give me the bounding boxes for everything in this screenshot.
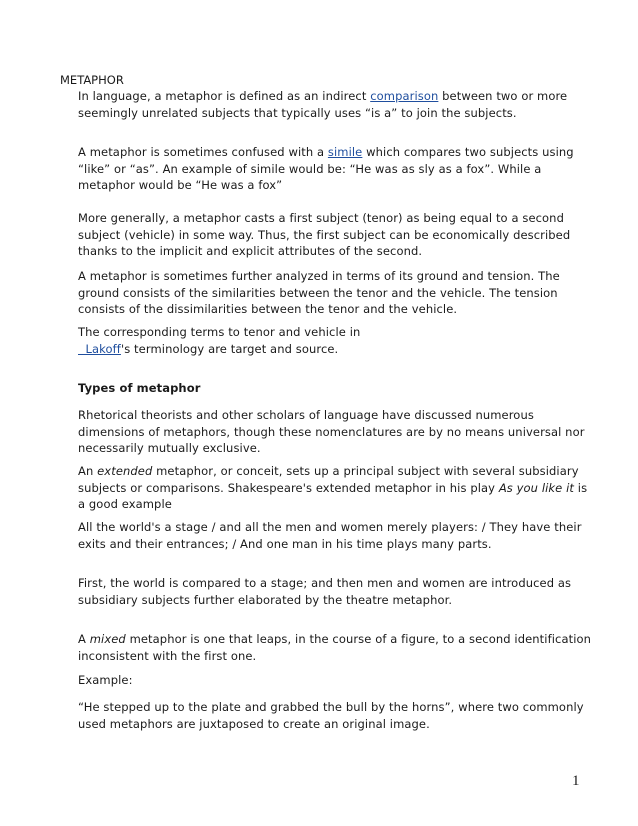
emphasis-extended: extended <box>97 464 153 478</box>
paragraph-text: which compares two subjects using “like” or “as”. An example of simile would be: “He was as sly as a fox”. While a metaphor would be “He was a fox” <box>78 145 574 192</box>
paragraph-text: A <box>78 632 90 646</box>
paragraph-rhetorical: Rhetorical theorists and other scholars of language have discussed numerous dimensions of metaphors, though these nomenclatures are by no means universal nor necessarily mutually exclusive. <box>78 408 585 455</box>
paragraph-text: An <box>78 464 98 478</box>
page-number: 1 <box>572 773 580 789</box>
paragraph-text: The corresponding terms to tenor and vehicle in <box>78 325 361 339</box>
emphasis-mixed: mixed <box>89 632 126 646</box>
section-heading-types: Types of metaphor <box>78 381 201 395</box>
paragraph-text: 's terminology are target and source. <box>120 341 339 356</box>
paragraph-example-quote: “He stepped up to the plate and grabbed the bull by the horns”, where two commonly used metaphors are juxtaposed to create an original image. <box>78 700 584 731</box>
simile-link[interactable]: simile <box>327 145 363 159</box>
paragraph-text: A metaphor is sometimes confused with a <box>78 145 328 159</box>
paragraph-simile <box>78 144 598 194</box>
comparison-link[interactable]: comparison <box>370 89 439 103</box>
paragraph-text: is a good example <box>78 480 588 511</box>
paragraph-text: between two or more seemingly unrelated subjects that typically uses “is a” to join the subjects. <box>78 89 568 120</box>
lakoff-link[interactable]: Lakoff <box>78 341 121 356</box>
paragraph-text: metaphor is one that leaps, in the course of a figure, to a second identification inconsistent with the first one. <box>78 632 592 663</box>
paragraph-world-stage: First, the world is compared to a stage; and then men and women are introduced as subsidiary subjects further elaborated by the theatre metaphor. <box>78 576 572 607</box>
paragraph-example-label: Example: <box>78 673 133 687</box>
paragraph-shakespeare-quote: All the world's a stage / and all the men and women merely players: / They have their exits and their entrances; / And one man in his time plays many parts. <box>78 520 582 551</box>
document-title: METAPHOR <box>60 73 124 87</box>
paragraph-lakoff <box>78 324 598 357</box>
paragraph-extended <box>78 463 598 513</box>
paragraph-ground-tension: A metaphor is sometimes further analyzed in terms of its ground and tension. The ground consists of the similarities between the tenor and the vehicle. The tension consists of the dissimilarities between the tenor and the vehicle. <box>78 269 560 316</box>
paragraph-definition <box>78 88 598 121</box>
paragraph-text: In language, a metaphor is defined as an indirect <box>78 89 371 103</box>
emphasis-play-title: As you like it <box>498 480 575 495</box>
paragraph-mixed <box>78 631 598 664</box>
paragraph-text: metaphor, or conceit, sets up a principal subject with several subsidiary subjects or comparisons. Shakespeare's extended metaphor in his play <box>78 464 579 495</box>
paragraph-tenor-vehicle: More generally, a metaphor casts a first subject (tenor) as being equal to a second subject (vehicle) in some way. Thus, the first subject can be economically described thanks to the implicit and explicit attributes of the second. <box>78 211 571 258</box>
